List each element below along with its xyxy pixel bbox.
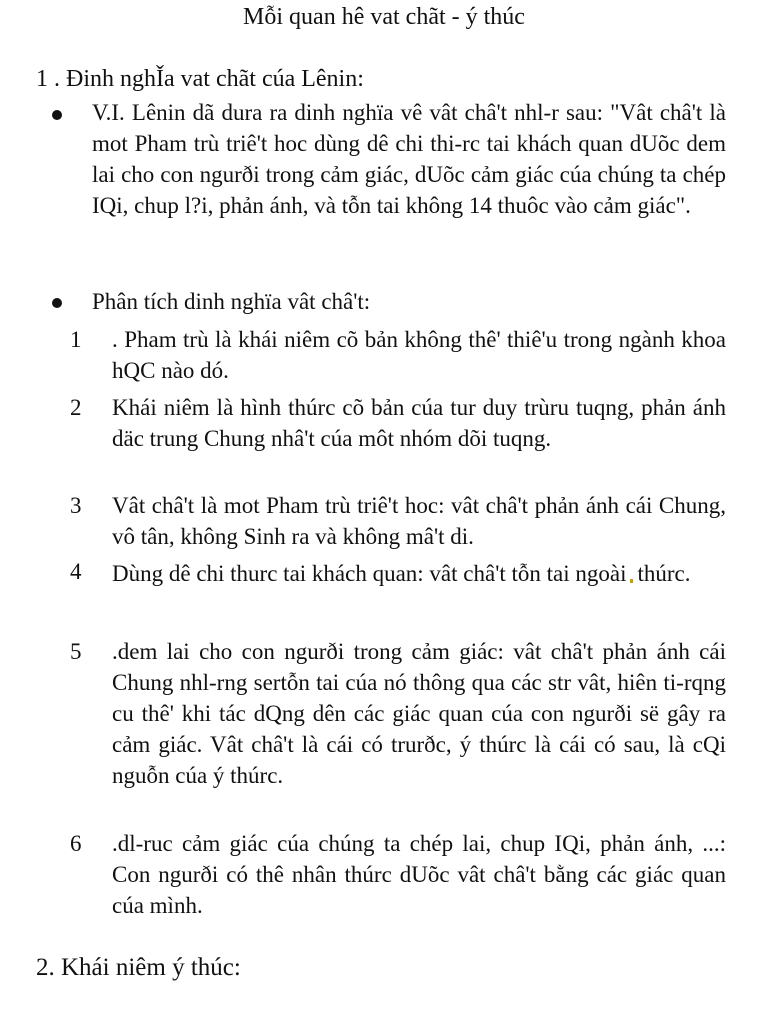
list-item	[112, 556, 726, 592]
list-item: . Pham trù là khái niêm cõ bản không thê' thiê'u trong ngành khoa hQC nào dó.	[112, 327, 726, 383]
list-number: 3	[70, 493, 82, 518]
list-item-text: thúrc.	[637, 561, 691, 586]
section-2-heading: 2. Khái niêm ý thúc:	[36, 954, 241, 981]
ink-mark	[630, 579, 633, 583]
list-item: .dem lai cho con ngurði trong cảm giác: vât châ't phản ánh cái Chung nhl-rng sertỗn tai cúa nó thông qua các str vât, hiên ti-rqng cu thê' khi tác dQng dên các giác quan cúa con ngurði së gây ra cảm giác. Vât châ't là cái có trurðc, ý thúrc là cái có sau, là cQi nguỗn cúa ý thúrc.	[112, 639, 726, 788]
list-item: Vât châ't là mot Pham trù triê't hoc: vât châ't phản ánh cái Chung, vô tân, không Sinh ra và không mâ't di.	[112, 493, 726, 549]
list-number: 2	[70, 395, 82, 420]
list-number: 1	[70, 327, 82, 352]
section-1-heading: 1 . Đinh nghǏa vat chãt cúa Lênin:	[36, 66, 364, 92]
bullet-marker	[52, 110, 62, 120]
definition-paragraph: V.I. Lênin dã dura ra dinh nghïa vê vât châ't nhl-r sau: "Vât châ't là mot Pham trù triê't hoc dùng dê chi thi-rc tai khách quan dUõc dem lai cho con ngurði trong cảm giác, dUõc cảm giác cúa chúng ta chép IQi, chup l?i, phản ánh, và tỗn tai không 14 thuôc vào cảm giác".	[92, 100, 726, 218]
list-number: 5	[70, 639, 82, 664]
list-number: 6	[70, 831, 82, 856]
document-title: Mỗi quan hê vat chãt - ý thúc	[243, 4, 525, 30]
list-item: Khái niêm là hình thúrc cõ bản cúa tur duy trùru tuqng, phản ánh däc trung Chung nhâ't cúa môt nhóm dõi tuqng.	[112, 395, 726, 451]
list-number: 4	[70, 559, 82, 584]
bullet-marker	[52, 298, 62, 308]
analysis-heading: Phân tích dinh nghïa vât châ't:	[92, 289, 371, 314]
list-item-text: Dùng dê chi thurc tai khách quan: vât châ't tỗn tai ngoài	[112, 561, 627, 586]
list-item: .dl-ruc cảm giác cúa chúng ta chép lai, chup IQi, phản ánh, ...: Con ngurði có thê nhân thúrc dUõc vât châ't bằng các giác quan cúa mình.	[112, 831, 726, 918]
